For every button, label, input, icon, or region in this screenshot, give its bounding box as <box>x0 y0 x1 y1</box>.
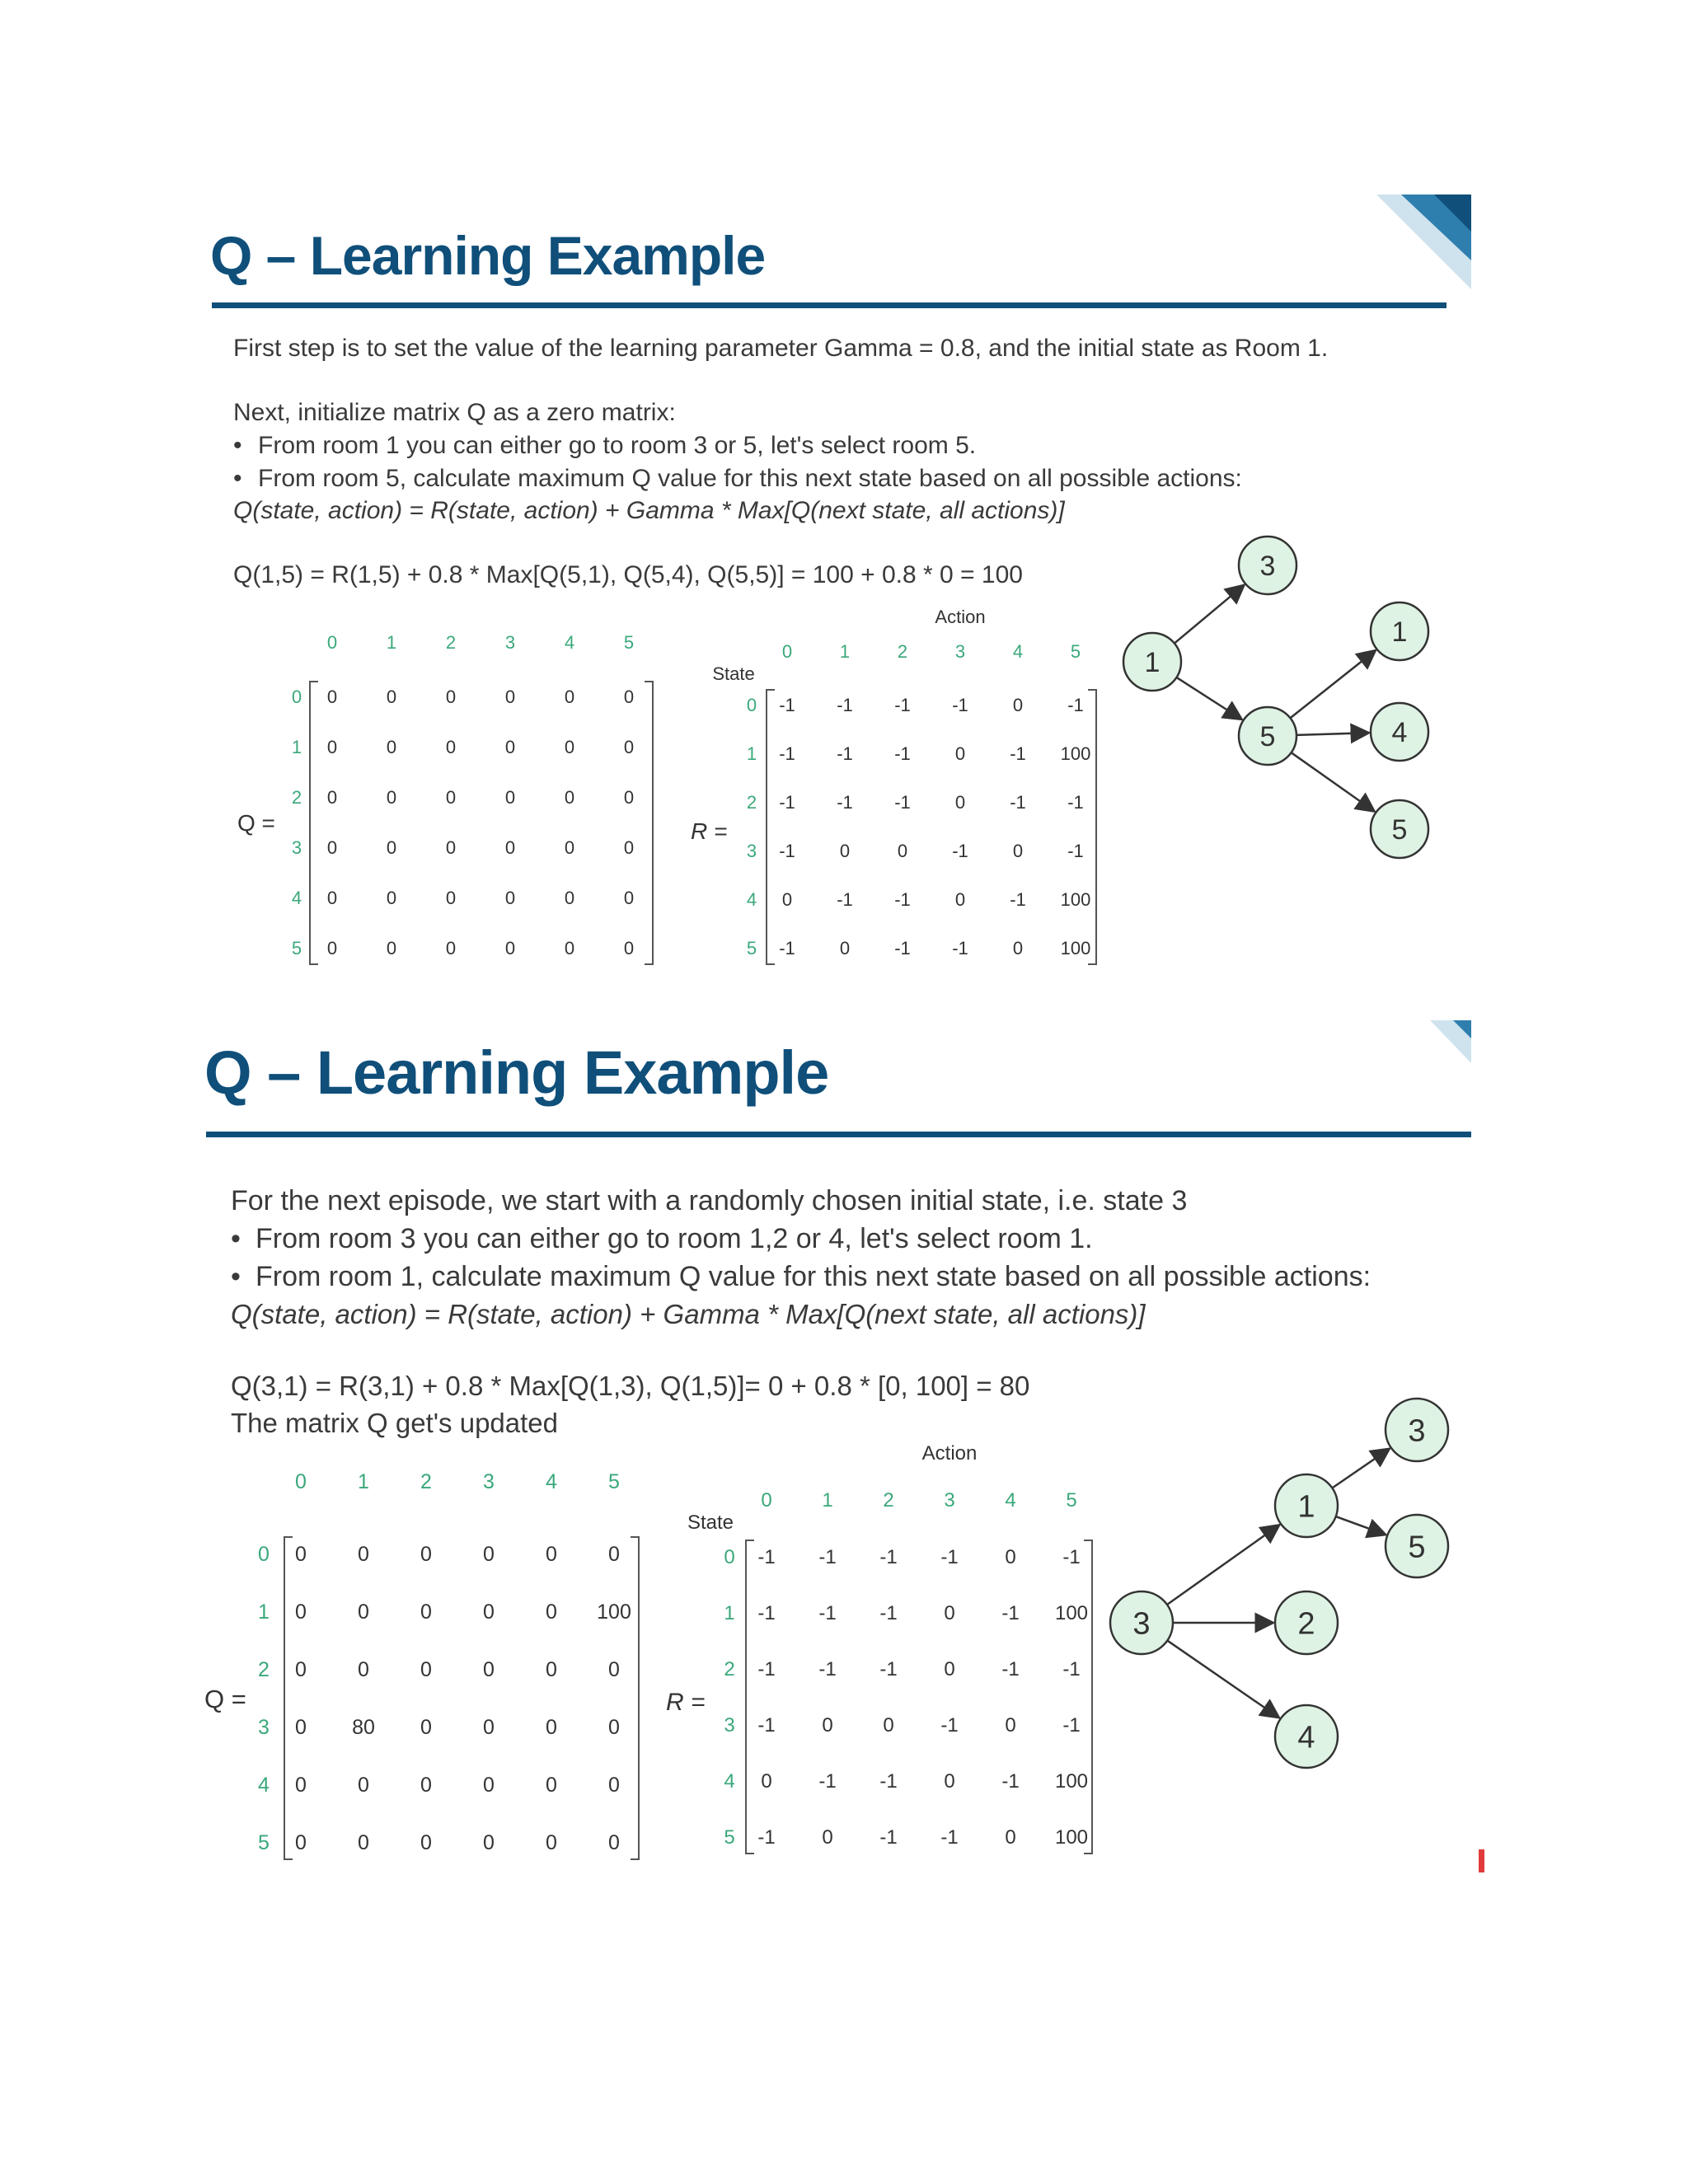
bullet-2 <box>233 462 1242 495</box>
matrix-cell: -1 <box>818 1546 837 1568</box>
matrix-cell: -1 <box>779 841 795 861</box>
column-index: 1 <box>839 641 851 662</box>
bullet-1 <box>231 1222 1093 1255</box>
bullet-dot: • <box>231 1223 241 1254</box>
matrix-cell: 0 <box>445 787 457 808</box>
matrix-cell: -1 <box>1062 1714 1081 1736</box>
matrix-cell: -1 <box>894 792 911 813</box>
room-node-label: 1 <box>1144 647 1160 679</box>
room-node-label: 2 <box>1297 1606 1315 1642</box>
matrix-cell: -1 <box>894 889 911 910</box>
matrix-cell: 0 <box>546 1831 557 1854</box>
matrix-svg <box>659 1442 1104 1875</box>
row-index: 1 <box>724 1602 735 1624</box>
row-index: 1 <box>291 737 302 757</box>
room-node-label: 5 <box>1408 1530 1426 1565</box>
matrix-cell: -1 <box>837 695 853 715</box>
matrix-cell: 0 <box>386 787 397 808</box>
matrix-cell: -1 <box>837 743 853 764</box>
matrix-cell: 0 <box>944 1602 955 1624</box>
matrix-cell: 0 <box>386 938 397 958</box>
slide-title: Q – Learning Example <box>204 1038 829 1107</box>
matrix-cell: 0 <box>608 1831 620 1854</box>
room-node-label: 1 <box>1391 616 1408 649</box>
matrix-cell: 0 <box>504 938 516 958</box>
column-index: 0 <box>326 632 338 653</box>
matrix-cell: -1 <box>1010 743 1026 764</box>
matrix-cell: -1 <box>952 938 968 958</box>
column-index: 1 <box>358 1470 369 1493</box>
row-index: 1 <box>258 1601 270 1624</box>
row-index: 0 <box>291 687 302 707</box>
matrix-cell: 0 <box>504 787 516 808</box>
matrix-cell: -1 <box>1062 1658 1081 1680</box>
row-index: 3 <box>746 841 757 861</box>
left-bracket <box>767 690 775 964</box>
matrix-svg <box>231 618 676 981</box>
matrix-cell: -1 <box>757 1658 776 1680</box>
graph-edge <box>1176 677 1241 719</box>
room-graph <box>1096 1376 1475 1793</box>
matrix-cell: 0 <box>358 1601 369 1624</box>
matrix-cell: -1 <box>1001 1770 1020 1793</box>
column-index: 2 <box>420 1470 432 1493</box>
matrix-cell: 0 <box>564 737 575 757</box>
graph-edge <box>1167 1525 1279 1605</box>
r-matrix <box>684 607 1113 993</box>
matrix-cell: 0 <box>546 1658 557 1681</box>
matrix-cell: -1 <box>818 1658 837 1680</box>
matrix-cell: -1 <box>1067 841 1084 861</box>
matrix-cell: -1 <box>1067 695 1084 715</box>
matrix-cell: 0 <box>445 737 457 757</box>
matrix-cell: 0 <box>623 938 635 958</box>
row-index: 2 <box>724 1658 735 1680</box>
matrix-cell: 0 <box>954 792 966 813</box>
matrix-cell: 0 <box>445 888 457 908</box>
matrix-cell: 0 <box>295 1543 307 1566</box>
graph-svg <box>1096 1376 1475 1788</box>
matrix-cell: -1 <box>1062 1546 1081 1568</box>
column-index: 1 <box>822 1489 833 1511</box>
matrix-cell: 0 <box>822 1714 833 1736</box>
matrix-cell: 0 <box>326 687 338 707</box>
matrix-cell: 0 <box>358 1658 369 1681</box>
left-bracket <box>284 1537 293 1859</box>
matrix-cell: 0 <box>326 888 338 908</box>
bullet-text: From room 1 you can either go to room 3 or 5, let's select room 5. <box>258 432 977 459</box>
matrix-cell: 0 <box>944 1770 955 1793</box>
matrix-cell: 0 <box>623 737 635 757</box>
room-node-label: 3 <box>1408 1413 1426 1449</box>
matrix-cell: -1 <box>757 1602 776 1624</box>
column-index: 3 <box>483 1470 495 1493</box>
matrix-cell: 0 <box>564 837 575 858</box>
matrix-cell: -1 <box>779 743 795 764</box>
matrix-cell: -1 <box>879 1658 898 1680</box>
slide-1 <box>0 0 1688 989</box>
matrix-cell: -1 <box>894 695 911 715</box>
column-index: 2 <box>883 1489 894 1511</box>
bullet-1 <box>233 429 976 462</box>
matrix-cell: 0 <box>546 1774 557 1797</box>
matrix-cell: 0 <box>420 1716 432 1739</box>
matrix-cell: 0 <box>564 888 575 908</box>
matrix-cell: 0 <box>483 1601 495 1624</box>
matrix-cell: 100 <box>1060 743 1091 764</box>
matrix-cell: -1 <box>837 792 853 813</box>
graph-edge <box>1296 733 1369 735</box>
matrix-cell: 0 <box>564 938 575 958</box>
row-index: 3 <box>724 1714 735 1736</box>
room-node-label: 3 <box>1132 1606 1151 1642</box>
bullet-dot: • <box>233 465 242 492</box>
row-index: 2 <box>291 787 302 808</box>
right-bracket <box>1084 1540 1092 1854</box>
matrix-cell: 0 <box>1012 938 1024 958</box>
matrix-cell: 0 <box>445 687 457 707</box>
matrix-cell: -1 <box>940 1714 959 1736</box>
init-line: Next, initialize matrix Q as a zero matrix: <box>233 399 676 426</box>
right-bracket <box>645 682 653 964</box>
matrix-cell: 0 <box>608 1774 620 1797</box>
column-index: 0 <box>295 1470 307 1493</box>
matrix-cell: 0 <box>564 787 575 808</box>
row-index: 4 <box>291 888 302 908</box>
matrix-cell: 0 <box>483 1831 495 1854</box>
matrix-cell: 100 <box>1054 1770 1089 1793</box>
row-index: 4 <box>724 1770 735 1793</box>
matrix-cell: 0 <box>1012 841 1024 861</box>
slide-2 <box>0 989 1688 1978</box>
matrix-label: R = <box>666 1689 706 1716</box>
matrix-cell: -1 <box>894 743 911 764</box>
matrix-cell: 0 <box>295 1774 307 1797</box>
matrix-cell: 0 <box>883 1714 894 1736</box>
action-label: Action <box>935 607 986 627</box>
matrix-cell: -1 <box>779 792 795 813</box>
matrix-label: R = <box>691 818 728 844</box>
title-rule <box>206 1132 1471 1137</box>
matrix-cell: 0 <box>504 737 516 757</box>
column-index: 5 <box>608 1470 620 1493</box>
matrix-cell: 100 <box>597 1601 631 1624</box>
column-index: 5 <box>1066 1489 1077 1511</box>
matrix-cell: 0 <box>326 787 338 808</box>
matrix-cell: 0 <box>483 1774 495 1797</box>
row-index: 2 <box>258 1658 270 1681</box>
matrix-cell: 0 <box>546 1601 557 1624</box>
column-index: 4 <box>546 1470 557 1493</box>
row-index: 3 <box>258 1716 270 1739</box>
matrix-cell: 100 <box>1054 1602 1089 1624</box>
matrix-cell: 0 <box>420 1774 432 1797</box>
matrix-cell: -1 <box>757 1714 776 1736</box>
matrix-cell: -1 <box>779 695 795 715</box>
matrix-cell: 0 <box>358 1831 369 1854</box>
matrix-cell: -1 <box>818 1770 837 1793</box>
intro-line: First step is to set the value of the learning parameter Gamma = 0.8, and the initial state as Room 1. <box>233 335 1329 362</box>
matrix-cell: 0 <box>954 889 966 910</box>
left-bracket <box>310 682 318 964</box>
matrix-cell: 0 <box>483 1543 495 1566</box>
matrix-cell: -1 <box>779 938 795 958</box>
matrix-cell: 0 <box>623 787 635 808</box>
bullet-text: From room 5, calculate maximum Q value for this next state based on all possible actions: <box>258 465 1242 492</box>
matrix-cell: 0 <box>295 1601 307 1624</box>
matrix-cell: 0 <box>1005 1826 1016 1849</box>
update-note: The matrix Q get's updated <box>231 1408 558 1438</box>
column-index: 0 <box>761 1489 772 1511</box>
matrix-cell: 0 <box>761 1770 772 1793</box>
corner-decoration <box>1368 194 1471 289</box>
bullet-text: From room 3 you can either go to room 1,2 or 4, let's select room 1. <box>256 1223 1093 1254</box>
matrix-cell: 0 <box>445 938 457 958</box>
matrix-cell: 0 <box>897 841 908 861</box>
matrix-cell: 0 <box>445 837 457 858</box>
column-index: 2 <box>445 632 457 653</box>
row-index: 1 <box>746 743 757 764</box>
matrix-cell: 0 <box>781 889 793 910</box>
matrix-cell: -1 <box>879 1826 898 1849</box>
room-node-label: 4 <box>1391 717 1408 749</box>
matrix-cell: 0 <box>386 737 397 757</box>
matrix-cell: 0 <box>839 938 851 958</box>
matrix-cell: 100 <box>1060 938 1091 958</box>
column-index: 3 <box>504 632 516 653</box>
column-index: 4 <box>1012 641 1024 662</box>
matrix-cell: -1 <box>1001 1602 1020 1624</box>
title-rule <box>212 302 1447 308</box>
matrix-cell: 0 <box>326 938 338 958</box>
matrix-cell: 100 <box>1060 889 1091 910</box>
matrix-cell: 0 <box>483 1716 495 1739</box>
room-node-label: 4 <box>1297 1720 1315 1755</box>
matrix-cell: 0 <box>822 1826 833 1849</box>
matrix-cell: 0 <box>504 687 516 707</box>
q-matrix <box>198 1459 659 1875</box>
room-node-label: 5 <box>1259 721 1276 753</box>
matrix-cell: 0 <box>608 1658 620 1681</box>
graph-edge <box>1167 1641 1279 1718</box>
column-index: 4 <box>1005 1489 1016 1511</box>
matrix-cell: 0 <box>1005 1546 1016 1568</box>
bullet-text: From room 1, calculate maximum Q value for this next state based on all possible actions: <box>256 1261 1372 1292</box>
bullet-dot: • <box>233 432 242 459</box>
column-index: 0 <box>781 641 793 662</box>
matrix-svg <box>198 1459 659 1871</box>
matrix-cell: 0 <box>326 737 338 757</box>
matrix-cell: -1 <box>879 1546 898 1568</box>
bullet-dot: • <box>231 1261 241 1292</box>
column-index: 5 <box>623 632 635 653</box>
matrix-cell: 100 <box>1054 1826 1089 1849</box>
matrix-cell: 0 <box>420 1831 432 1854</box>
slide-title: Q – Learning Example <box>210 225 766 286</box>
matrix-cell: 0 <box>420 1658 432 1681</box>
matrix-cell: 0 <box>954 743 966 764</box>
matrix-cell: -1 <box>1001 1658 1020 1680</box>
matrix-cell: 0 <box>546 1716 557 1739</box>
intro-line: For the next episode, we start with a randomly chosen initial state, i.e. state 3 <box>231 1185 1188 1216</box>
right-bracket <box>631 1537 639 1859</box>
left-bracket <box>746 1540 754 1854</box>
q-matrix <box>231 618 676 985</box>
row-index: 0 <box>258 1543 270 1566</box>
matrix-cell: -1 <box>940 1826 959 1849</box>
q-formula: Q(state, action) = R(state, action) + Gamma * Max[Q(next state, all actions)] <box>233 497 1065 524</box>
matrix-cell: 0 <box>564 687 575 707</box>
graph-edge <box>1290 650 1376 718</box>
room-node-label: 1 <box>1297 1489 1315 1525</box>
matrix-cell: 0 <box>483 1658 495 1681</box>
matrix-cell: -1 <box>837 889 853 910</box>
column-index: 1 <box>386 632 397 653</box>
row-index: 0 <box>746 695 757 715</box>
corner-decoration <box>1430 1020 1471 1063</box>
row-index: 5 <box>746 938 757 958</box>
matrix-cell: -1 <box>1067 792 1084 813</box>
row-index: 0 <box>724 1546 735 1568</box>
q-calculation: Q(1,5) = R(1,5) + 0.8 * Max[Q(5,1), Q(5,4), Q(5,5)] = 100 + 0.8 * 0 = 100 <box>233 561 1023 588</box>
row-index: 5 <box>258 1831 270 1854</box>
matrix-cell: 0 <box>420 1601 432 1624</box>
matrix-cell: 0 <box>295 1716 307 1739</box>
matrix-cell: 0 <box>608 1716 620 1739</box>
matrix-cell: 0 <box>944 1658 955 1680</box>
graph-edge <box>1332 1449 1390 1488</box>
matrix-cell: -1 <box>940 1546 959 1568</box>
row-index: 4 <box>746 889 757 910</box>
graph-svg <box>1113 519 1459 882</box>
matrix-svg <box>684 607 1113 989</box>
row-index: 5 <box>724 1826 735 1849</box>
matrix-cell: -1 <box>952 695 968 715</box>
matrix-cell: 0 <box>386 837 397 858</box>
graph-edge <box>1175 585 1245 644</box>
matrix-cell: 0 <box>358 1774 369 1797</box>
matrix-cell: 0 <box>326 837 338 858</box>
row-index: 4 <box>258 1774 270 1797</box>
matrix-cell: 0 <box>504 837 516 858</box>
matrix-cell: -1 <box>818 1602 837 1624</box>
matrix-cell: 0 <box>504 888 516 908</box>
matrix-cell: 0 <box>386 687 397 707</box>
row-index: 3 <box>291 837 302 858</box>
red-marker <box>1479 1849 1484 1872</box>
column-index: 3 <box>954 641 966 662</box>
state-label: State <box>687 1511 734 1534</box>
matrix-cell: 0 <box>295 1831 307 1854</box>
matrix-cell: 0 <box>623 837 635 858</box>
row-index: 2 <box>746 792 757 813</box>
action-label: Action <box>921 1442 978 1465</box>
q-calculation: Q(3,1) = R(3,1) + 0.8 * Max[Q(1,3), Q(1,5)]= 0 + 0.8 * [0, 100] = 80 <box>231 1371 1030 1401</box>
matrix-cell: -1 <box>757 1826 776 1849</box>
matrix-cell: 0 <box>546 1543 557 1566</box>
row-index: 5 <box>291 938 302 958</box>
right-bracket <box>1088 690 1096 964</box>
q-formula: Q(state, action) = R(state, action) + Gamma * Max[Q(next state, all actions)] <box>231 1299 1146 1329</box>
graph-edge <box>1336 1516 1386 1535</box>
matrix-cell: 0 <box>623 888 635 908</box>
matrix-label: Q = <box>237 810 275 836</box>
matrix-cell: -1 <box>1010 792 1026 813</box>
column-index: 5 <box>1070 641 1081 662</box>
matrix-cell: -1 <box>879 1602 898 1624</box>
matrix-cell: 0 <box>608 1543 620 1566</box>
matrix-cell: 0 <box>358 1543 369 1566</box>
room-graph <box>1113 519 1459 886</box>
matrix-cell: -1 <box>1010 889 1026 910</box>
graph-edge <box>1292 752 1375 811</box>
state-label: State <box>712 663 755 684</box>
matrix-cell: 0 <box>1005 1714 1016 1736</box>
matrix-cell: 0 <box>1012 695 1024 715</box>
column-index: 4 <box>564 632 575 653</box>
matrix-cell: 0 <box>295 1658 307 1681</box>
room-node-label: 3 <box>1259 551 1276 583</box>
bullet-2 <box>231 1260 1371 1293</box>
room-node-label: 5 <box>1391 814 1408 846</box>
column-index: 3 <box>944 1489 955 1511</box>
matrix-cell: 0 <box>839 841 851 861</box>
matrix-cell: 80 <box>352 1716 375 1739</box>
matrix-cell: 0 <box>420 1543 432 1566</box>
r-matrix <box>659 1442 1104 1879</box>
matrix-cell: -1 <box>894 938 911 958</box>
matrix-cell: 0 <box>623 687 635 707</box>
column-index: 2 <box>897 641 908 662</box>
matrix-cell: -1 <box>952 841 968 861</box>
matrix-cell: 0 <box>386 888 397 908</box>
matrix-cell: -1 <box>757 1546 776 1568</box>
matrix-cell: -1 <box>879 1770 898 1793</box>
matrix-label: Q = <box>204 1685 246 1713</box>
